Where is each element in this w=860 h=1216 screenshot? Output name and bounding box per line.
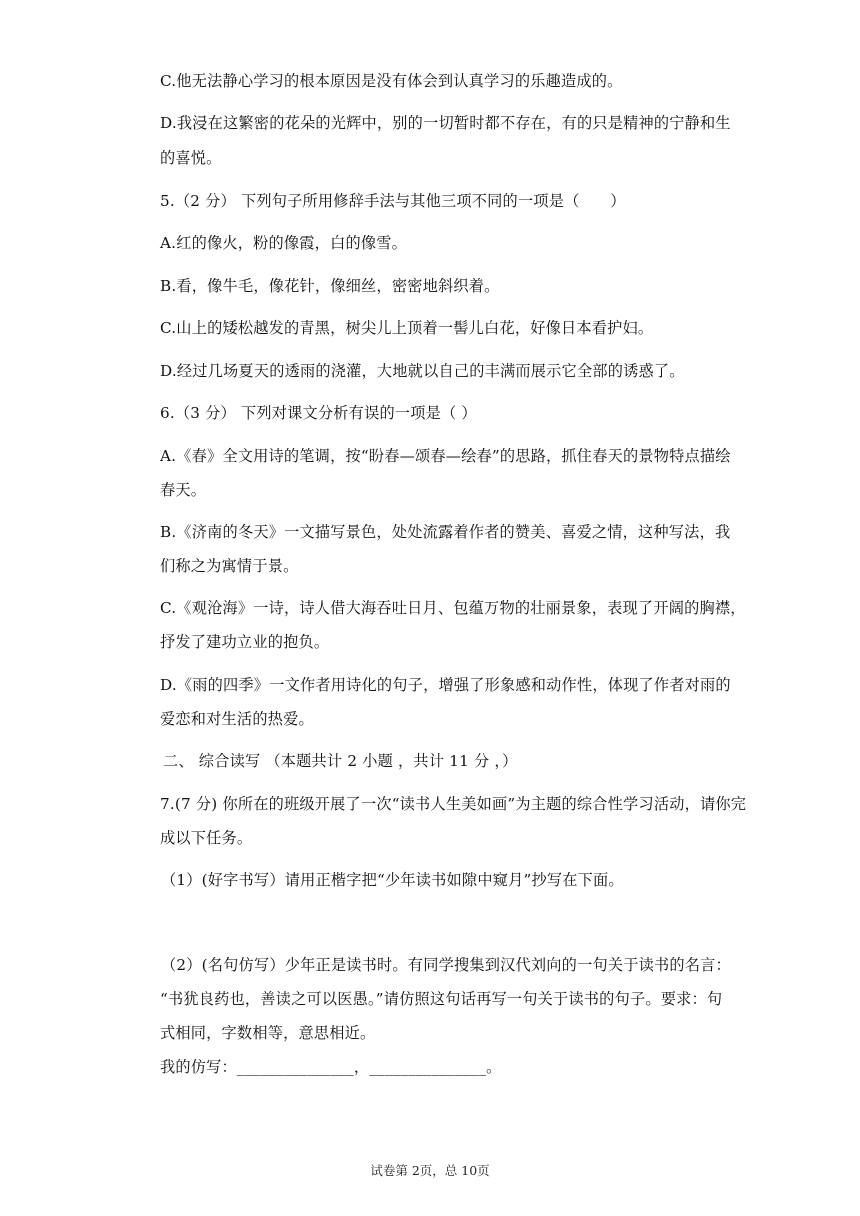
question-6-option-a: A.《春》全文用诗的笔调，按“盼春—颂春—绘春”的思路，抓住春天的景物特点描绘 [160,447,731,465]
question-5-option-d: D.经过几场夏天的透雨的浇灌，大地就以自己的丰满而展示它全部的诱惑了。 [160,362,685,380]
option-d-continuation: 的喜悦。 [160,149,222,167]
page-footer: 试卷第 2页，总 10页 [370,1163,490,1178]
section-heading: 二、 综合读写 （本题共计 2 小题 ，共计 11 分 ，） [163,752,518,770]
task-2: （2）(名句仿写）少年正是读书时。有同学搜集到汉代刘向的一句关于读书的名言： [161,956,731,974]
question-7-continuation: 成以下任务。 [160,829,253,847]
question-5-option-a: A.红的像火，粉的像霞，白的像雪。 [160,234,408,252]
question-7: 7.(7 分) 你所在的班级开展了一次“读书人生美如画”为主题的综合性学习活动，请你完 [160,795,747,813]
question-5-option-b: B.看，像牛毛，像花针，像细丝，密密地斜织着。 [160,277,500,295]
question-5: 5.（2 分） 下列句子所用修辞手法与其他三项不同的一项是（ ） [160,192,626,210]
question-5-option-c: C.山上的矮松越发的青黑，树尖儿上顶着一髻儿白花，好像日本看护妇。 [160,319,654,337]
option-c-line: C.他无法静心学习的根本原因是没有体会到认真学习的乐趣造成的。 [160,72,623,90]
task-1: （1）(好字书写）请用正楷字把“少年读书如隙中窥月”抄写在下面。 [161,871,624,889]
option-d-line: D.我浸在这繁密的花朵的光辉中，别的一切暂时都不存在，有的只是精神的宁静和生 [160,114,731,132]
question-6-option-d: D.《雨的四季》一文作者用诗化的句子，增强了形象感和动作性，体现了作者对雨的 [160,676,731,694]
question-6-option-a-continuation: 春天。 [160,481,207,499]
question-6-option-d-continuation: 爱恋和对生活的热爱。 [160,710,314,728]
question-6: 6.（3 分） 下列对课文分析有误的一项是（ ） [160,404,477,422]
question-6-option-b-continuation: 们称之为寓情于景。 [160,557,299,575]
answer-blank-line: 我的仿写：_______________，_______________。 [160,1058,502,1076]
task-2-quote-line: “书犹良药也，善读之可以医愚。”请仿照这句话再写一句关于读书的句子。要求：句 [160,990,723,1008]
task-2-requirements: 式相同，字数相等，意思相近。 [160,1024,376,1042]
question-6-option-b: B.《济南的冬天》一文描写景色，处处流露着作者的赞美、喜爱之情，这种写法，我 [160,523,731,541]
question-6-option-c: C.《观沧海》一诗，诗人借大海吞吐日月、包蕴万物的壮丽景象，表现了开阔的胸襟， [160,599,746,617]
question-6-option-c-continuation: 抒发了建功立业的抱负。 [160,633,330,651]
